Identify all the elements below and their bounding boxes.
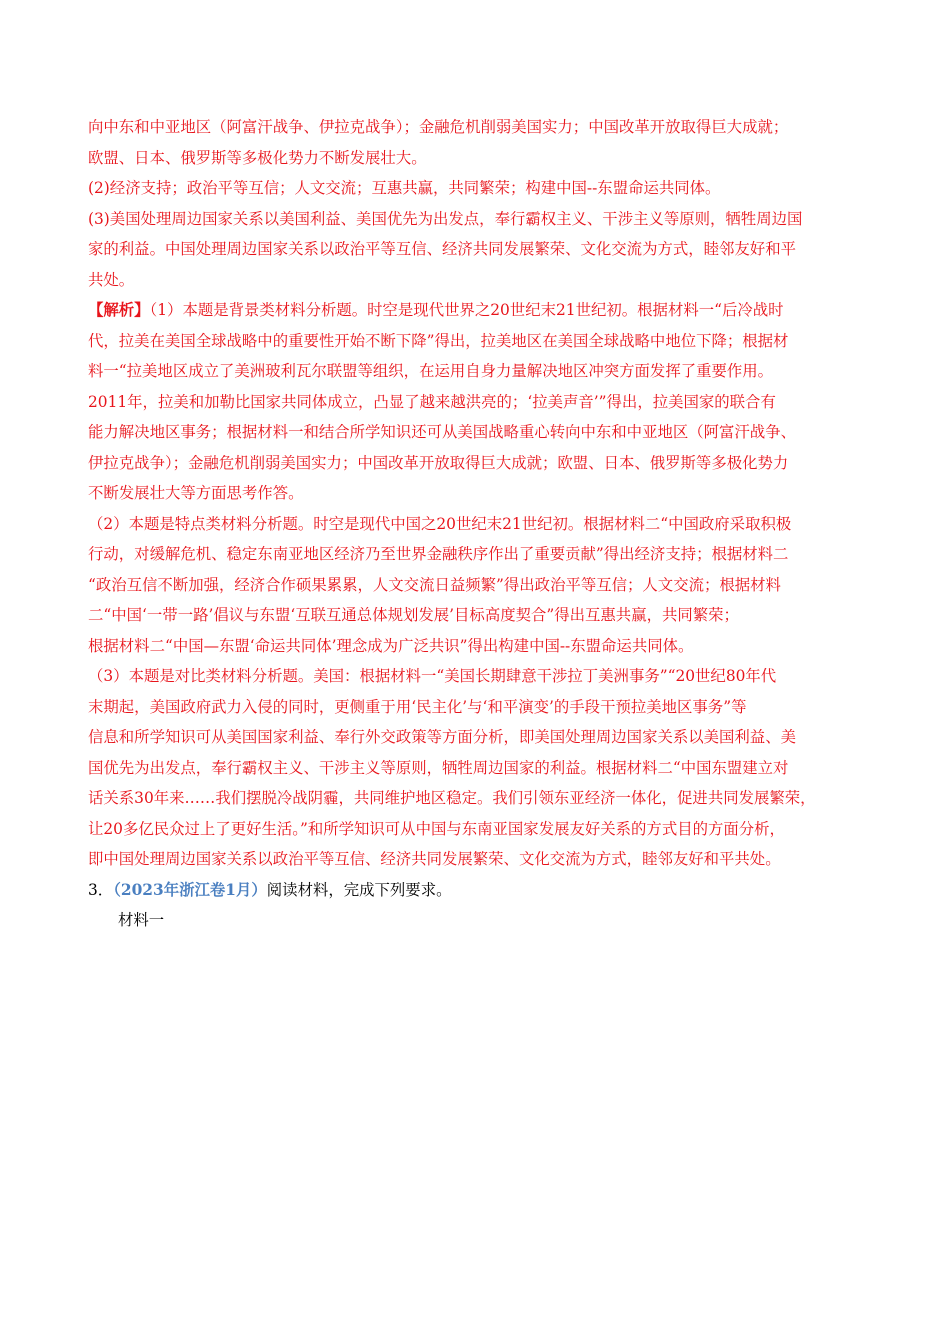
- analysis-p2-line: 二“中国‘一带一路’倡议与东盟‘互联互通总体规划发展’目标高度契合”得出互惠共赢，共同繁荣；: [88, 606, 739, 624]
- analysis-p3-line: 信息和所学知识可从美国国家利益、奉行外交政策等方面分析，即美国处理周边国家关系以美国利益、美: [88, 728, 796, 746]
- question-3-heading: [88, 875, 868, 906]
- analysis-p1-line: 不断发展壮大等方面思考作答。: [88, 484, 304, 502]
- answer-part-3: [88, 204, 868, 296]
- analysis-tag: 【解析】: [88, 301, 150, 319]
- analysis-paragraph-3: [88, 661, 868, 875]
- answer-part-3-line: (3)美国处理周边国家关系以美国利益、美国优先为出发点，奉行霸权主义、干涉主义等原则，牺牲周边国: [88, 209, 803, 228]
- analysis-p3-line: 末期起，美国政府武力入侵的同时，更侧重于用‘民主化’与‘和平演变’的手段干预拉美地区事务”等: [88, 697, 747, 716]
- analysis-first-line: [88, 295, 868, 326]
- question-instruction: 阅读材料，完成下列要求。: [266, 880, 452, 899]
- analysis-p1-line: 代，拉美在美国全球战略中的重要性开始不断下降”得出，拉美地区在美国全球战略中地位下降；根据材: [88, 331, 789, 350]
- page-content: [88, 112, 868, 936]
- answer-part-3-line: 共处。: [88, 270, 135, 289]
- analysis-paragraph-1: [88, 295, 868, 509]
- analysis-p3-line: 让20多亿民众过上了更好生活。”和所学知识可从中国与东南亚国家发展友好关系的方式目的方面分析，: [88, 819, 785, 838]
- answer-part-1: [88, 112, 868, 173]
- analysis-p2-line: 根据材料二“中国—东盟‘命运共同体’理念成为广泛共识”得出构建中国--东盟命运共同体。: [88, 636, 694, 655]
- analysis-p3-line: （3）本题是对比类材料分析题。美国：根据材料一“美国长期肆意干涉拉丁美洲事务”“20世纪80年代: [88, 667, 777, 685]
- question-source: （2023年浙江卷1月）: [113, 880, 267, 899]
- answer-part-2: [88, 173, 868, 204]
- question-number: 3．: [88, 880, 114, 899]
- analysis-p1-line: 伊拉克战争）；金融危机削弱美国实力；中国改革开放取得巨大成就；欧盟、日本、俄罗斯等多极化势力: [88, 453, 789, 472]
- answer-part-2-line: (2)经济支持；政治平等互信；人文交流；互惠共赢，共同繁荣；构建中国--东盟命运共同体。: [88, 179, 721, 197]
- analysis-p1-line: 2011年，拉美和加勒比国家共同体成立，凸显了越来越洪亮的；‘拉美声音’”得出，拉美国家的联合有: [88, 392, 776, 411]
- analysis-p2-line: （2）本题是特点类材料分析题。时空是现代中国之20世纪末21世纪初。根据材料二“中国政府采取积极: [88, 514, 792, 533]
- analysis-paragraph-2: [88, 509, 868, 662]
- analysis-p1-line: 能力解决地区事务；根据材料一和结合所学知识还可从美国战略重心转向中东和中亚地区（阿富汗战争、: [88, 423, 796, 441]
- analysis-p3-line: 话关系30年来……我们摆脱冷战阴霾，共同维护地区稳定。我们引领东亚经济一体化，促进共同发展繁荣，: [88, 789, 816, 807]
- analysis-p2-line: 行动，对缓解危机、稳定东南亚地区经济乃至世界金融秩序作出了重要贡献”得出经济支持；根据材料二: [88, 545, 789, 563]
- answer-part-1-line: 欧盟、日本、俄罗斯等多极化势力不断发展壮大。: [88, 148, 427, 167]
- analysis-p1-line: 料一“拉美地区成立了美洲玻利瓦尔联盟等组织，在运用自身力量解决地区冲突方面发挥了重要作用。: [88, 362, 774, 380]
- analysis-p1-first: （1）本题是背景类材料分析题。时空是现代世界之20世纪末21世纪初。根据材料一“后冷战时: [149, 301, 784, 319]
- analysis-p3-line: 即中国处理周边国家关系以政治平等互信、经济共同发展繁荣、文化交流为方式，睦邻友好和平共处。: [88, 850, 781, 868]
- analysis-p2-line: “政治互信不断加强，经济合作硕果累累，人文交流日益频繁”得出政治平等互信；人文交流；根据材料: [88, 575, 781, 594]
- material-label: 材料一: [118, 911, 165, 929]
- answer-part-1-line: 向中东和中亚地区（阿富汗战争、伊拉克战争）；金融危机削弱美国实力；中国改革开放取得巨大成就；: [88, 118, 789, 136]
- answer-part-3-line: 家的利益。中国处理周边国家关系以政治平等互信、经济共同发展繁荣、文化交流为方式，睦邻友好和平: [88, 240, 796, 258]
- analysis-p3-line: 国优先为出发点，奉行霸权主义、干涉主义等原则，牺牲周边国家的利益。根据材料二“中国东盟建立对: [88, 758, 789, 777]
